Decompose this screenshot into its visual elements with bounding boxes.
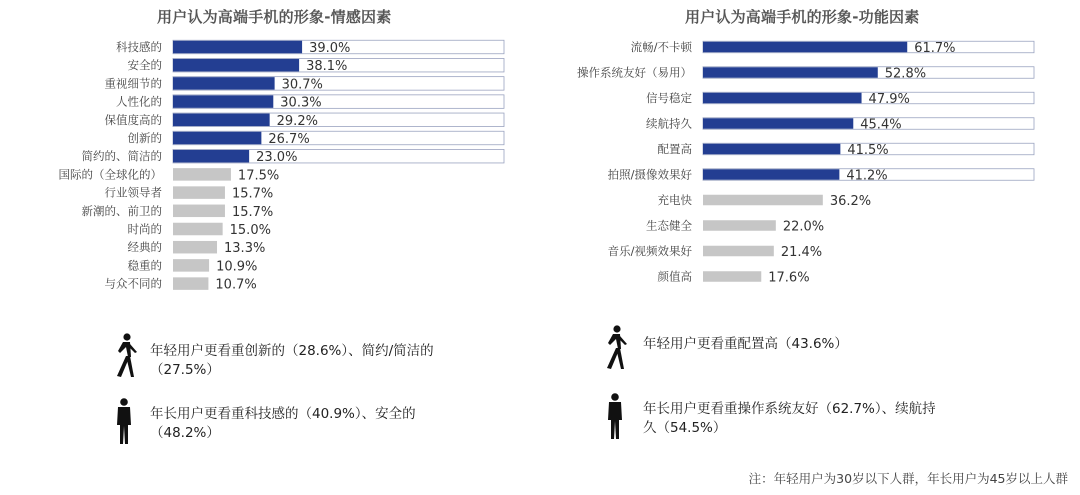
bar [173, 168, 231, 181]
bar [703, 220, 776, 231]
value-label: 15.0% [229, 223, 271, 238]
category-label: 操作系统友好（易用） [577, 65, 692, 80]
value-label: 10.7% [215, 277, 257, 293]
category-label: 配置高 [657, 142, 692, 156]
value-label: 61.7% [914, 41, 956, 56]
category-label: 与众不同的 [104, 276, 162, 291]
category-label: 人性化的 [116, 94, 162, 109]
old-user-note-emotional: 年长用户更看重科技感的（40.9%）、安全的（48.2%） [150, 406, 416, 441]
young-user-note-functional: 年轻用户更看重配置高（43.6%） [643, 336, 848, 352]
value-label: 41.2% [846, 168, 888, 184]
bar [173, 132, 261, 145]
value-label: 47.9% [868, 92, 910, 107]
category-label: 安全的 [127, 58, 162, 73]
bar [173, 241, 217, 254]
category-label: 创新的 [127, 131, 162, 145]
category-label: 拍照/摄像效果好 [607, 167, 692, 182]
value-label: 15.7% [231, 186, 274, 202]
category-label: 科技感的 [116, 40, 162, 54]
category-label: 稳重的 [127, 258, 162, 273]
functional-factors-chart [540, 36, 1080, 298]
category-label: 新潮的、前卫的 [81, 203, 162, 218]
value-label: 30.3% [280, 95, 322, 111]
value-label: 23.0% [256, 150, 298, 166]
footnote: 注：年轻用户为30岁以下人群，年长用户为45岁以上人群 [748, 471, 1068, 486]
bar [173, 95, 273, 108]
functional-chart-title: 用户认为高端手机的形象-功能因素 [685, 8, 920, 26]
value-label: 17.5% [237, 168, 280, 184]
standing-person-icon [603, 393, 627, 445]
walking-person-icon [110, 333, 140, 383]
bar [173, 259, 209, 272]
walking-person-icon [600, 325, 630, 375]
bar [173, 150, 249, 163]
value-label: 22.0% [782, 219, 825, 235]
bar [703, 67, 878, 78]
bar [173, 41, 302, 54]
category-label: 续航持久 [646, 116, 692, 131]
bar [173, 186, 225, 199]
bar [173, 277, 208, 290]
bar [173, 77, 275, 90]
category-label: 流畅/不卡顿 [630, 40, 692, 54]
value-label: 38.1% [306, 59, 348, 75]
value-label: 10.9% [216, 259, 258, 275]
category-label: 信号稳定 [646, 91, 692, 105]
category-label: 音乐/视频效果好 [607, 244, 692, 258]
value-label: 52.8% [884, 66, 927, 82]
young-user-note-emotional: 年轻用户更看重创新的（28.6%）、简约/简洁的（27.5%） [150, 343, 434, 378]
category-label: 简约的、简洁的 [81, 149, 162, 164]
category-label: 保值度高的 [104, 112, 162, 127]
category-label: 经典的 [127, 240, 162, 255]
category-label: 国际的（全球化的） [58, 167, 162, 182]
emotional-factors-chart [0, 36, 540, 298]
bar [703, 118, 853, 129]
value-label: 15.7% [231, 204, 274, 220]
value-label: 26.7% [268, 132, 310, 147]
value-label: 29.2% [276, 113, 318, 129]
bar [703, 195, 823, 206]
value-label: 36.2% [829, 194, 872, 209]
value-label: 13.3% [224, 241, 266, 257]
bar [703, 246, 774, 257]
category-label: 充电快 [657, 193, 692, 207]
emotional-chart-title: 用户认为高端手机的形象-情感因素 [157, 8, 392, 26]
value-label: 41.5% [847, 143, 889, 158]
bar [703, 42, 907, 53]
value-label: 30.7% [281, 77, 323, 93]
value-label: 39.0% [309, 41, 351, 56]
category-label: 重视细节的 [104, 76, 162, 91]
value-label: 21.4% [780, 245, 823, 260]
old-user-note-functional: 年长用户更看重操作系统友好（62.7%）、续航持久（54.5%） [643, 401, 936, 436]
value-label: 45.4% [860, 117, 902, 133]
bar [703, 93, 862, 104]
category-label: 时尚的 [127, 222, 162, 236]
bar [173, 59, 299, 71]
category-label: 行业领导者 [104, 185, 162, 200]
bar [173, 223, 223, 236]
value-label: 17.6% [768, 270, 810, 286]
bar [703, 271, 761, 282]
bar [703, 144, 840, 155]
standing-person-icon [112, 398, 136, 450]
category-label: 生态健全 [646, 218, 692, 233]
bar [703, 169, 839, 180]
bar [173, 114, 270, 127]
category-label: 颜值高 [657, 269, 692, 284]
bar [173, 205, 225, 218]
